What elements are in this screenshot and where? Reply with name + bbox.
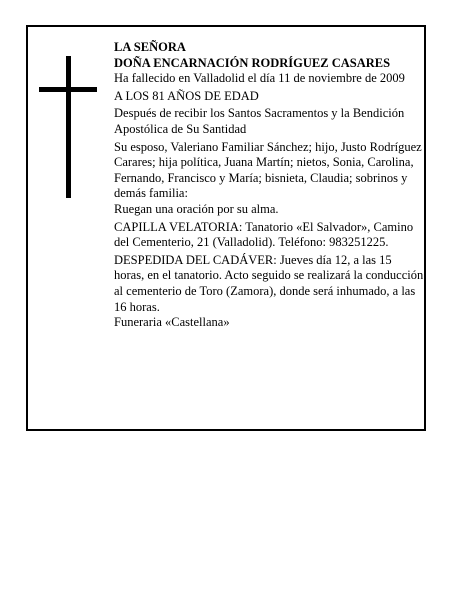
- title: LA SEÑORA: [114, 40, 186, 54]
- farewell-info: [114, 253, 424, 315]
- obituary-notice: [26, 25, 426, 431]
- farewell-label: DESPEDIDA DEL CADÁVER:: [114, 252, 277, 267]
- obituary-text: [114, 40, 424, 331]
- farewell-details: Jueves día 12, a las 15 horas, en el tanatorio. Acto seguido se realizará la conducción al cementerio de Toro (Zamora), donde será inhumado, a las 16 horas.: [114, 252, 424, 314]
- age-statement: A LOS 81 AÑOS DE EDAD: [114, 88, 259, 103]
- family-list: Su esposo, Valeriano Familiar Sánchez; hijo, Justo Rodríguez Carares; hija política, Juana Martín; nietos, Sonia, Carolina, Fernando, Francisco y María; bisnieta, Claudia; sobrinos y demás familia:: [114, 139, 422, 201]
- death-statement: Ha fallecido en Valladolid el día 11 de noviembre de 2009: [114, 71, 405, 86]
- sacraments-statement: Después de recibir los Santos Sacramentos y la Bendición Apostólica de Su Santidad: [114, 106, 405, 136]
- funeral-home: Funeraria «Castellana»: [114, 315, 230, 330]
- deceased-name: DOÑA ENCARNACIÓN RODRÍGUEZ CASARES: [114, 55, 391, 70]
- chapel-info: CAPILLA VELATORIA: Tanatorio «El Salvador», Camino del Cementerio, 21 (Valladolid). Teléfono: 983251225.: [114, 219, 414, 250]
- cross-icon-arm: [39, 87, 97, 92]
- prayer-request: Ruegan una oración por su alma.: [114, 201, 279, 216]
- cross-icon: [66, 56, 71, 198]
